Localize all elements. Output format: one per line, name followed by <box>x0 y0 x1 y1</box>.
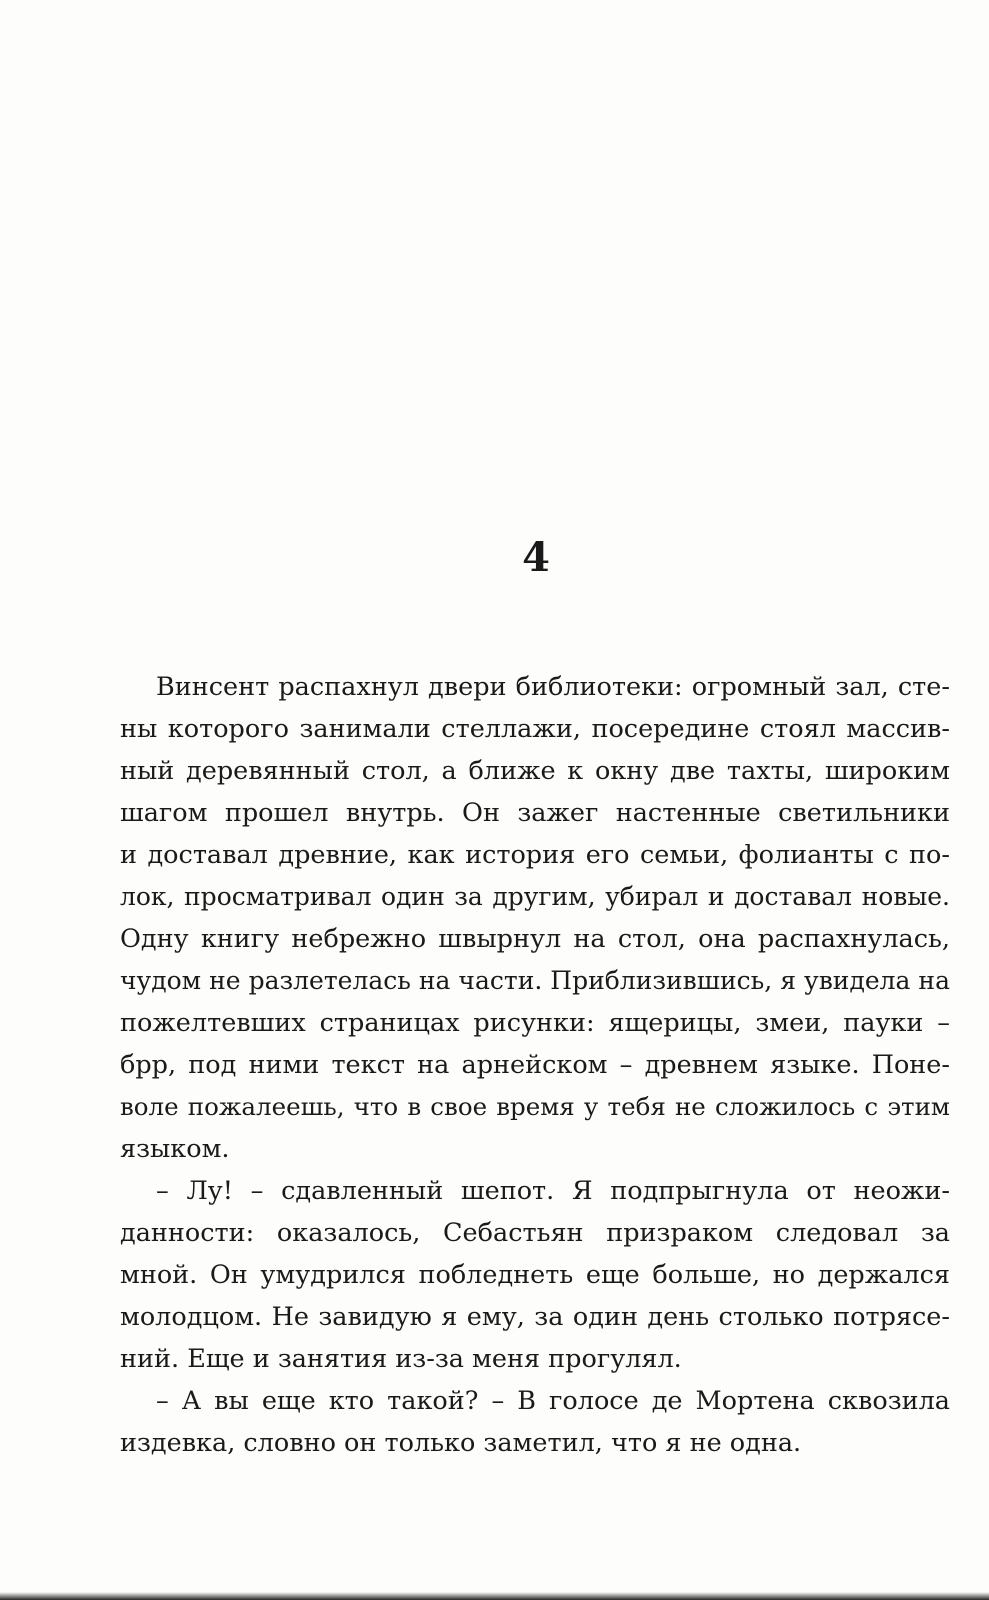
body-text <box>120 666 950 1464</box>
text-line: шагом прошел внутрь. Он зажег настенные светильники <box>120 798 950 828</box>
text-line: Винсент распахнул двери библиотеки: огромный зал, сте- <box>156 672 950 702</box>
text-line: молодцом. Не завидую я ему, за один день столько потрясе- <box>120 1302 950 1332</box>
text-line: брр, под ними текст на арнейском – древнем языке. Поне- <box>120 1050 950 1080</box>
text-line: лок, просматривал один за другим, убирал и доставал новые. <box>120 882 950 911</box>
text-line: воле пожалеешь, что в свое время у тебя не сложилось с этим <box>120 1092 950 1121</box>
text-line: данности: оказалось, Себастьян призраком следовал за <box>120 1218 950 1248</box>
text-line: Одну книгу небрежно швырнул на стол, она распахнулась, <box>120 924 950 954</box>
text-line: ный деревянный стол, а ближе к окну две тахты, широким <box>120 756 950 786</box>
text-line: – А вы еще кто такой? – В голосе де Мортена сквозила <box>156 1386 950 1416</box>
text-line: чудом не разлетелась на части. Приблизившись, я увидела на <box>120 966 950 995</box>
text-line: – Лу! – сдавленный шепот. Я подпрыгнула от неожи- <box>156 1176 950 1206</box>
scan-edge-shadow <box>0 1592 989 1600</box>
text-line: издевка, словно он только заметил, что я не одна. <box>120 1428 802 1458</box>
text-line: языком. <box>120 1134 230 1164</box>
text-line: ний. Еще и занятия из-за меня прогулял. <box>120 1344 682 1374</box>
text-line: мной. Он умудрился побледнеть еще больше, но держался <box>120 1260 950 1290</box>
text-line: пожелтевших страницах рисунки: ящерицы, змеи, пауки – <box>120 1008 950 1038</box>
text-line: ны которого занимали стеллажи, посередине стоял массив- <box>120 714 950 744</box>
text-line: и доставал древние, как история его семьи, фолианты с по- <box>120 840 950 870</box>
chapter-number: 4 <box>522 534 551 581</box>
